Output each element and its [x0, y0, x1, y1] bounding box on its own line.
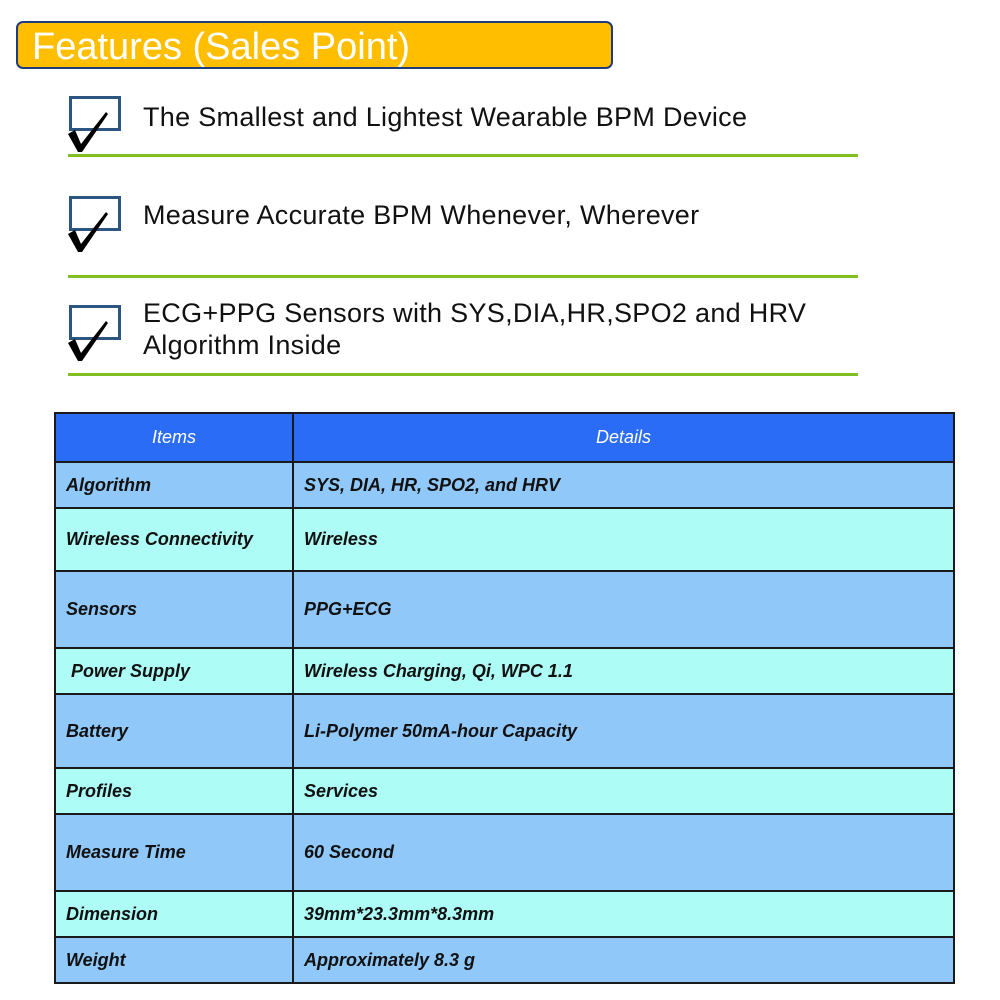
row-item: Profiles — [55, 768, 293, 814]
table-row — [55, 937, 954, 983]
row-detail: 39mm*23.3mm*8.3mm — [293, 891, 954, 937]
row-detail: SYS, DIA, HR, SPO2, and HRV — [293, 462, 954, 508]
row-item: Measure Time — [55, 814, 293, 891]
divider-line — [68, 275, 858, 278]
row-detail: PPG+ECG — [293, 571, 954, 648]
table-row — [55, 891, 954, 937]
row-detail: Wireless — [293, 508, 954, 571]
row-item: Battery — [55, 694, 293, 768]
row-item: Algorithm — [55, 462, 293, 508]
row-detail: Li-Polymer 50mA-hour Capacity — [293, 694, 954, 768]
feature-text: The Smallest and Lightest Wearable BPM Device — [143, 102, 748, 132]
row-detail: Approximately 8.3 g — [293, 937, 954, 983]
feature-text-line-2: Algorithm Inside — [143, 330, 342, 360]
checkmark-icon — [66, 210, 112, 254]
table-row — [55, 462, 954, 508]
divider-line — [68, 154, 858, 157]
spec-table — [54, 412, 955, 984]
table-row — [55, 694, 954, 768]
row-item: Dimension — [55, 891, 293, 937]
table-row — [55, 571, 954, 648]
feature-text-line-1: ECG+PPG Sensors with SYS,DIA,HR,SPO2 and HRV — [143, 298, 807, 328]
feature-item-2 — [66, 194, 858, 280]
features-banner — [16, 21, 613, 69]
row-detail: Wireless Charging, Qi, WPC 1.1 — [293, 648, 954, 694]
header-details: Details — [293, 413, 954, 462]
row-item: Wireless Connectivity — [55, 508, 293, 571]
table-row — [55, 648, 954, 694]
row-detail: Services — [293, 768, 954, 814]
checkmark-icon — [66, 110, 112, 154]
feature-text: Measure Accurate BPM Whenever, Wherever — [143, 200, 700, 230]
banner-title: Features (Sales Point) — [32, 26, 411, 68]
table-header-row — [55, 413, 954, 462]
row-item: Sensors — [55, 571, 293, 648]
divider-line — [68, 373, 858, 376]
table-row — [55, 508, 954, 571]
header-items: Items — [55, 413, 293, 462]
row-item: Power Supply — [55, 648, 293, 694]
row-item: Weight — [55, 937, 293, 983]
feature-item-1 — [66, 96, 858, 160]
table-row — [55, 768, 954, 814]
feature-item-3 — [66, 297, 858, 381]
checkmark-icon — [66, 319, 112, 363]
row-detail: 60 Second — [293, 814, 954, 891]
table-row — [55, 814, 954, 891]
